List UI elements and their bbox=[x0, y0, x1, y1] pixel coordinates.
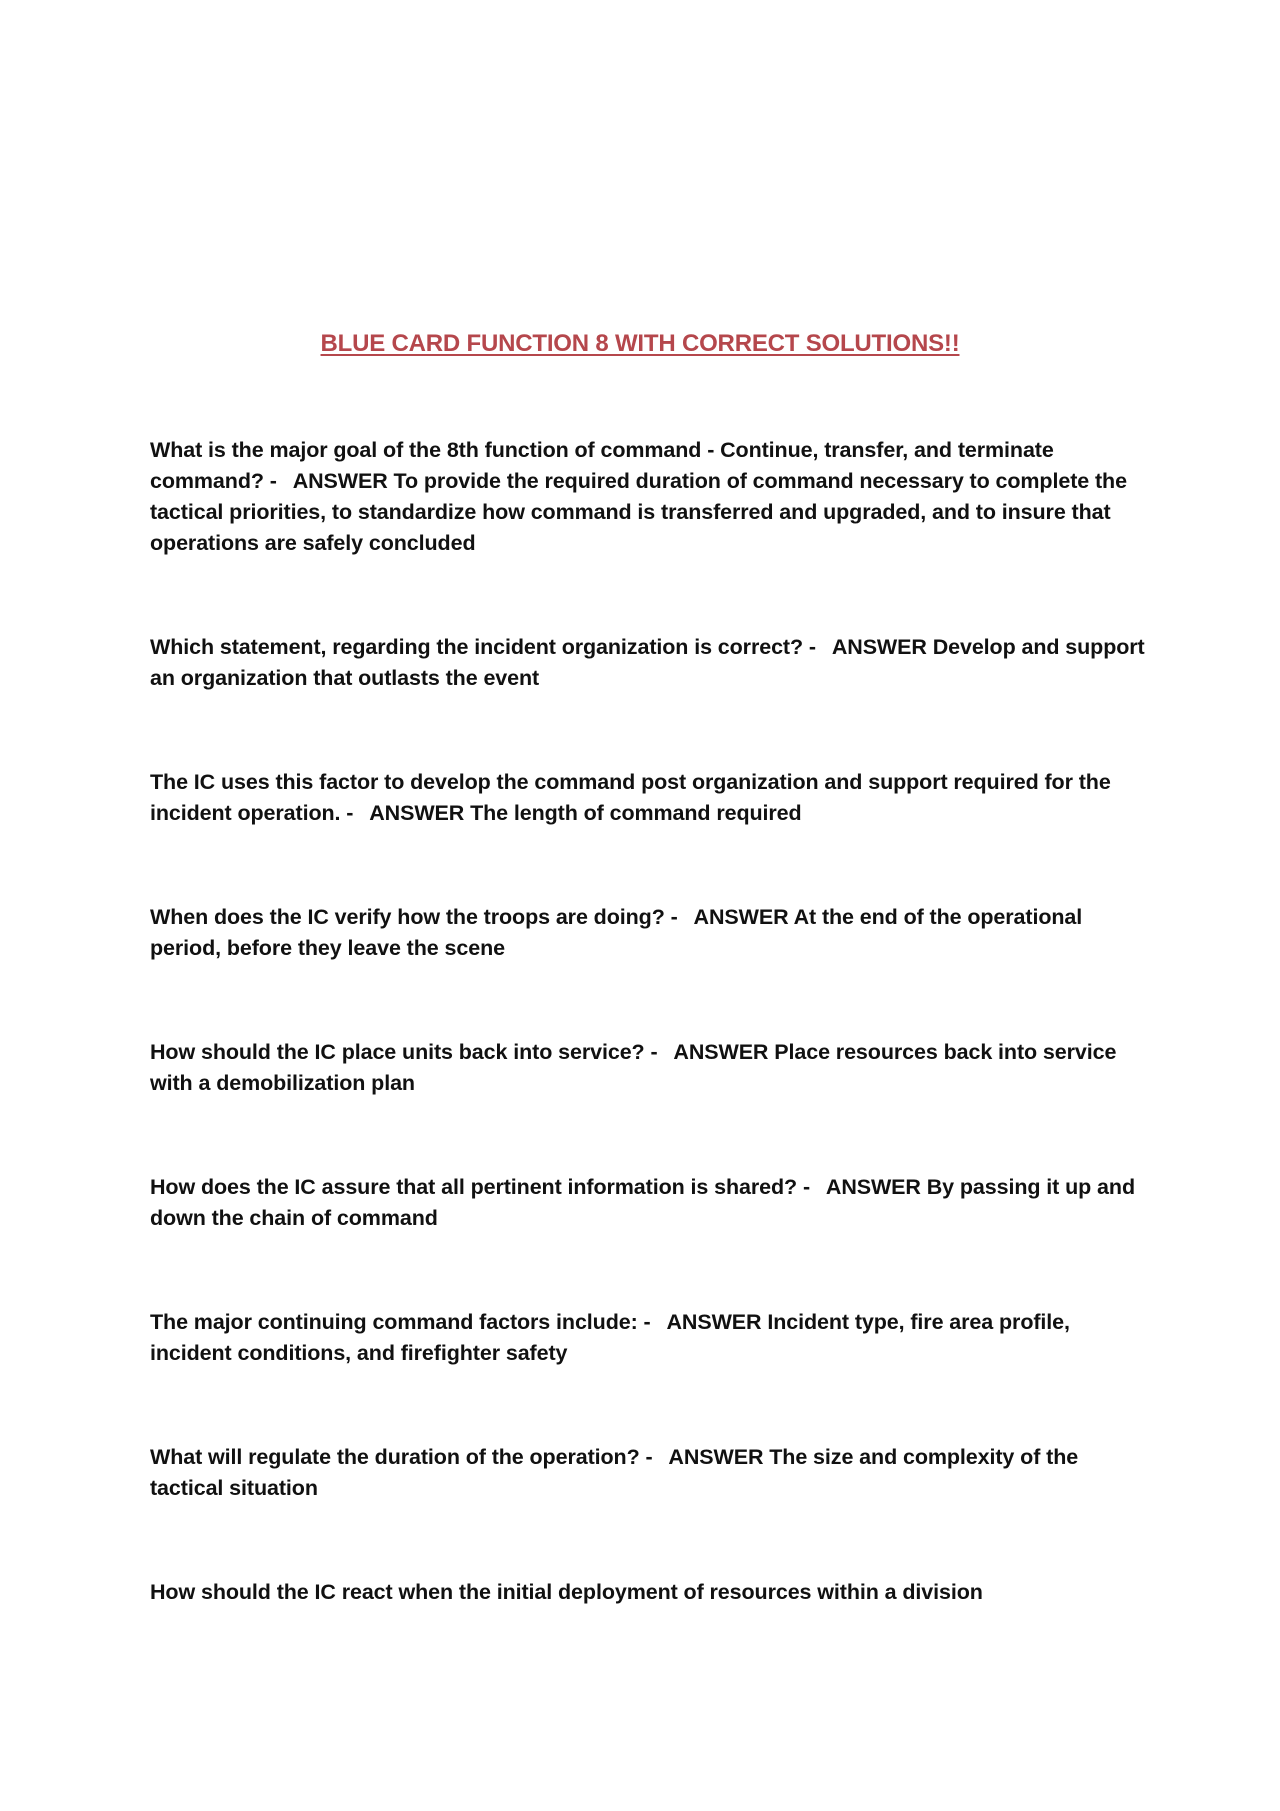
qa-answer: Incident type, fire area profile, incident conditions, and firefighter safety bbox=[150, 1310, 1070, 1365]
qa-answer-label: ANSWER bbox=[831, 635, 927, 659]
qa-answer: The length of command required bbox=[470, 801, 802, 825]
document-title: BLUE CARD FUNCTION 8 WITH CORRECT SOLUTIONS!! bbox=[320, 330, 960, 357]
qa-item bbox=[150, 767, 1150, 829]
qa-separator: - bbox=[797, 1175, 816, 1199]
qa-answer: At the end of the operational period, before they leave the scene bbox=[150, 905, 1083, 960]
qa-answer-label: ANSWER bbox=[673, 1040, 769, 1064]
qa-item bbox=[150, 902, 1150, 964]
qa-answer-label: ANSWER bbox=[292, 469, 388, 493]
qa-separator: - bbox=[644, 1040, 664, 1064]
qa-separator: - bbox=[664, 905, 684, 929]
qa-answer-label: ANSWER bbox=[668, 1445, 764, 1469]
qa-separator: - bbox=[263, 469, 283, 493]
qa-question: When does the IC verify how the troops are doing? bbox=[150, 905, 665, 929]
qa-answer-label: ANSWER bbox=[369, 801, 465, 825]
qa-item bbox=[150, 435, 1150, 559]
qa-answer-label: ANSWER bbox=[825, 1175, 921, 1199]
qa-answer-label: ANSWER bbox=[666, 1310, 762, 1334]
qa-question: The IC uses this factor to develop the command post organization and support required for the incident operation. bbox=[150, 770, 1111, 825]
qa-item bbox=[150, 1442, 1150, 1504]
qa-item bbox=[150, 632, 1150, 694]
qa-separator: - bbox=[340, 801, 360, 825]
qa-list bbox=[150, 435, 1150, 1681]
qa-question: How does the IC assure that all pertinent information is shared? bbox=[150, 1175, 798, 1199]
qa-answer: To provide the required duration of command necessary to complete the tactical priorities, to standardize how command is transferred and upgraded, and to insure that operations are safely concluded bbox=[150, 469, 1127, 555]
qa-answer: The size and complexity of the tactical situation bbox=[150, 1445, 1079, 1500]
qa-question: Which statement, regarding the incident organization is correct? bbox=[150, 635, 804, 659]
qa-item bbox=[150, 1307, 1150, 1369]
qa-question: How should the IC react when the initial deployment of resources within a division bbox=[150, 1580, 983, 1604]
qa-answer: By passing it up and down the chain of command bbox=[150, 1175, 1135, 1230]
qa-question: How should the IC place units back into service? bbox=[150, 1040, 645, 1064]
qa-item-partial bbox=[150, 1577, 1150, 1608]
qa-question: The major continuing command factors include: bbox=[150, 1310, 638, 1334]
qa-answer-label: ANSWER bbox=[693, 905, 789, 929]
qa-item bbox=[150, 1172, 1150, 1234]
qa-question: What will regulate the duration of the operation? bbox=[150, 1445, 640, 1469]
qa-answer: Place resources back into service with a demobilization plan bbox=[150, 1040, 1117, 1095]
qa-item bbox=[150, 1037, 1150, 1099]
qa-question: What is the major goal of the 8th function of command - Continue, transfer, and terminate command? bbox=[150, 438, 1054, 493]
qa-separator: - bbox=[803, 635, 822, 659]
qa-separator: - bbox=[639, 1445, 659, 1469]
qa-separator: - bbox=[637, 1310, 657, 1334]
qa-answer: Develop and support an organization that outlasts the event bbox=[150, 635, 1145, 690]
